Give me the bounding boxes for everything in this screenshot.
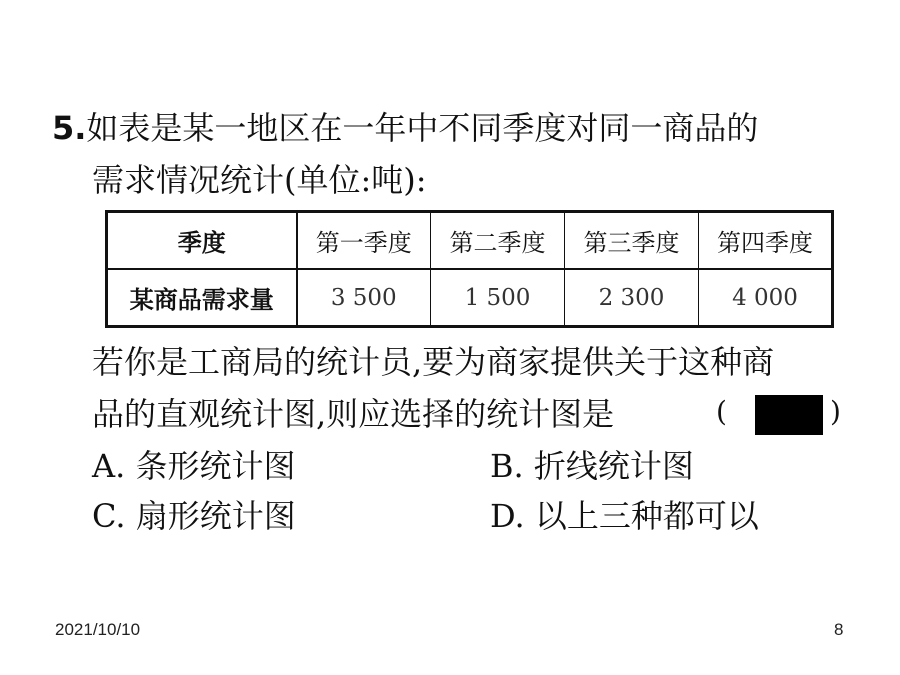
question-stem-line-1 [52,108,758,148]
column-header-q1: 第一季度 [297,212,431,270]
footer-date: 2021/10/10 [55,620,141,639]
answer-blank-box[interactable] [755,395,823,435]
answer-paren-open: ( [716,395,727,428]
table-value-row [107,269,833,327]
column-header-q4: 第四季度 [699,212,833,270]
question-stem-text-1: 如表是某一地区在一年中不同季度对同一商品的 [86,109,759,147]
question-prompt-line-2: 品的直观统计图,则应选择的统计图是 [92,395,615,433]
column-header-q2: 第二季度 [431,212,565,270]
value-q3: 2 300 [565,269,699,327]
question-stem-line-2: 需求情况统计(单位:吨): [92,161,427,199]
demand-table [105,210,834,328]
option-a[interactable]: A. 条形统计图 [92,447,296,485]
option-d[interactable]: D. 以上三种都可以 [490,497,759,535]
row-header-quarter: 季度 [107,212,297,270]
answer-paren-close: ) [830,395,841,428]
value-q4: 4 000 [699,269,833,327]
column-header-q3: 第三季度 [565,212,699,270]
value-q1: 3 500 [297,269,431,327]
question-number: 5. [52,109,87,147]
question-prompt-line-1: 若你是工商局的统计员,要为商家提供关于这种商 [92,343,775,381]
option-b[interactable]: B. 折线统计图 [490,447,694,485]
row-header-demand: 某商品需求量 [107,269,297,327]
footer-page-number: 8 [834,620,844,639]
value-q2: 1 500 [431,269,565,327]
table-header-row [107,212,833,270]
option-c[interactable]: C. 扇形统计图 [92,497,296,535]
